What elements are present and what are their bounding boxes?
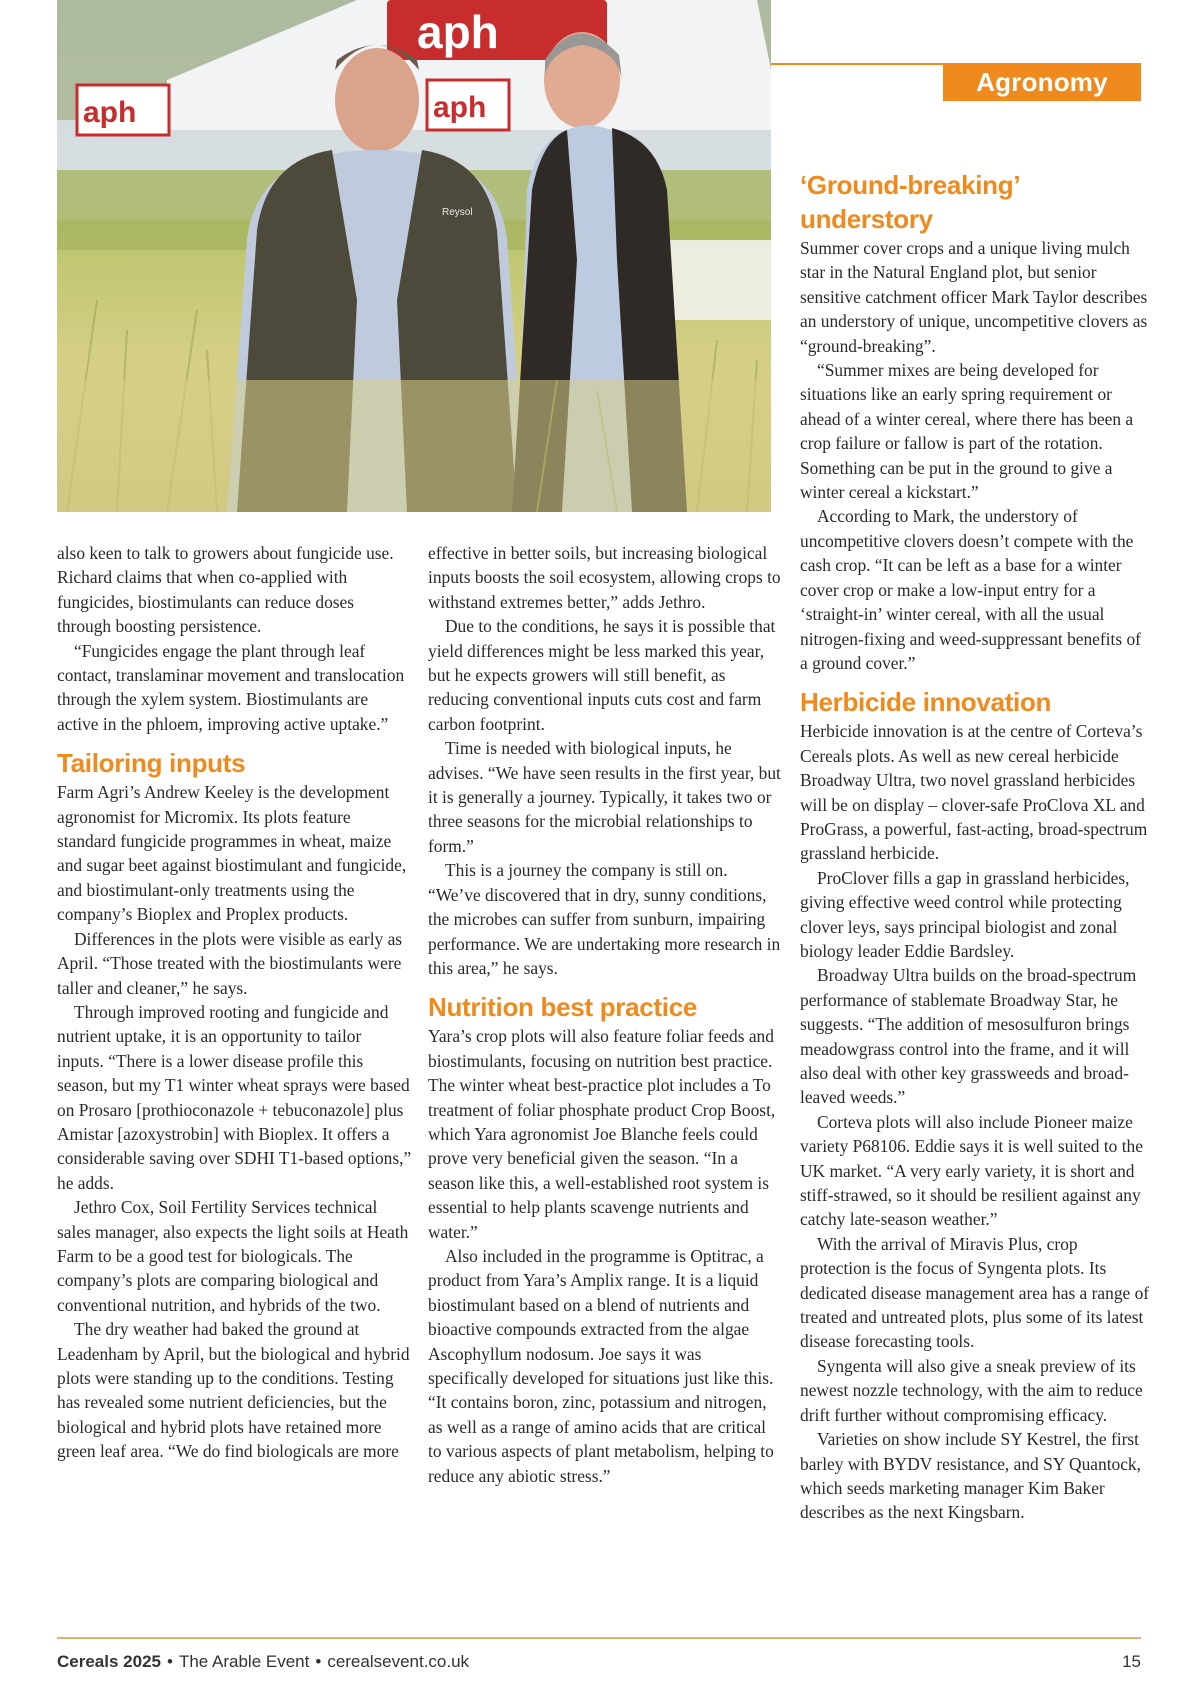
subheading-understory: ‘Ground-breaking’ understory xyxy=(800,170,1019,234)
section-tag: Agronomy Zone xyxy=(943,63,1141,101)
paragraph: Farm Agri’s Andrew Keeley is the development agronomist for Micromix. Its plots feature standard fungicide programmes in wheat, maize and sugar beet against biostimulant and fungicide, and biostimulant-only treatments using the company’s Bioplex and Proplex products. xyxy=(57,782,407,925)
paragraph: Broadway Ultra builds on the broad-spectrum performance of stablemate Broadway Star, he suggests. “The addition of mesosulfuron brings meadowgrass control into the frame, and it will also deal with other key grassweeds and broad-leaved weeds.” xyxy=(800,965,1137,1108)
paragraph: With the arrival of Miravis Plus, crop protection is the focus of Syngenta plots. Its dedicated disease management area has a range of treated and untreated plots, plus some of its latest disease forecasting tools. xyxy=(800,1233,1150,1352)
footer-rule xyxy=(57,1637,1141,1639)
footer-separator: • xyxy=(166,1652,173,1671)
paragraph: According to Mark, the understory of uncompetitive clovers doesn’t compete with the cash crop. “It can be left as a base for a winter cover crop or make a low-input entry for a ‘straight-in’ winter cereal, with all the usual nitrogen-fixing and weed-suppressant benefits of a ground cover.” xyxy=(800,506,1141,673)
header-photo xyxy=(57,0,771,512)
paragraph: Herbicide innovation is at the centre of Corteva’s Cereals plots. As well as new cereal herbicide Broadway Ultra, two novel grassland herbicides will be on display – clover-safe ProClova XL and ProGrass, a powerful, fast-acting, broad-spectrum grassland herbicide. xyxy=(800,721,1148,864)
paragraph: The dry weather had baked the ground at Leadenham by April, but the biological and hybrid plots were standing up to the conditions. Testing has revealed some nutrient deficiencies, but the biological and hybrid plots have retained more green leaf area. “We do find biologicals are more xyxy=(57,1319,410,1462)
footer-website[interactable]: cerealsevent.co.uk xyxy=(327,1652,470,1671)
field-photo-icon xyxy=(57,0,771,512)
sign-text-right: aph xyxy=(433,91,487,124)
paragraph: “Fungicides engage the plant through leaf contact, translaminar movement and translocation through the xylem system. Biostimulants are active in the phloem, improving active uptake.” xyxy=(57,640,405,734)
subheading-nutrition: Nutrition best practice xyxy=(428,992,698,1023)
article-column-1 xyxy=(57,541,412,1464)
vest-logo: Reysol xyxy=(442,207,473,218)
paragraph: Differences in the plots were visible as early as April. “Those treated with the biostimulants were taller and cleaner,” he says. xyxy=(57,928,403,998)
paragraph: Due to the conditions, he says it is possible that yield differences might be less marked this year, but he expects growers will still benefit, as reducing conventional inputs cuts cost and farm carbon footprint. xyxy=(428,616,776,734)
page-footer xyxy=(57,1650,1141,1674)
paragraph: Through improved rooting and fungicide and nutrient uptake, it is an opportunity to tailor inputs. “There is a lower disease profile this season, but my T1 winter wheat sprays were based on Prosaro [prothioconazole + tebuconazole] plus Amistar [azoxystrobin] with Bioplex. It offers a considerable saving over SDHI T1-based options,” he adds. xyxy=(57,1001,412,1193)
paragraph: Also included in the programme is Optitrac, a product from Yara’s Amplix range. It is a liquid biostimulant based on a blend of nutrients and bioactive compounds extracted from the algae Ascophyllum nodosum. Joe says it was specifically developed for situations just like this. “It contains boron, zinc, potassium and nitrogen, as well as a range of amino acids that are critical to various aspects of plant metabolism, helping to reduce any abiotic stress.” xyxy=(428,1245,774,1486)
footer-separator: • xyxy=(315,1652,322,1671)
article-column-2 xyxy=(428,541,783,1488)
paragraph: “Summer mixes are being developed for situations like an early spring requirement or ahead of a winter cereal, where there has been a crop failure or fallow is part of the rotation. Something can be put in the ground to give a winter cereal a kickstart.” xyxy=(800,360,1134,503)
paragraph: Syngenta will also give a sneak preview of its newest nozzle technology, with the aim to reduce drift further without compromising efficacy. xyxy=(800,1355,1143,1425)
banner-text: aph xyxy=(417,6,499,58)
paragraph: Summer cover crops and a unique living mulch star in the Natural England plot, but senior sensitive catchment officer Mark Taylor describes an understory of unique, uncompetitive clovers as “ground-breaking”. xyxy=(800,238,1148,356)
footer-event: The Arable Event xyxy=(178,1652,310,1671)
paragraph: Corteva plots will also include Pioneer maize variety P68106. Eddie says it is well suited to the UK market. “A very early variety, it is short and stiff-strawed, so it should be resilient against any catchy late-season weather.” xyxy=(800,1111,1143,1230)
paragraph: This is a journey the company is still on. “We’ve discovered that in dry, sunny conditions, the microbes can suffer from sunburn, impairing performance. We are undertaking more research in this area,” he says. xyxy=(428,860,781,978)
article-column-3 xyxy=(800,168,1150,1525)
paragraph: ProClover fills a gap in grassland herbicides, giving effective weed control while protecting clover leys, says principal biologist and zonal biology leader Eddie Bardsley. xyxy=(800,867,1130,961)
subheading-tailoring-inputs: Tailoring inputs xyxy=(57,748,246,779)
sign-text-left: aph xyxy=(83,96,137,129)
paragraph: Varieties on show include SY Kestrel, the first barley with BYDV resistance, and SY Quantock, which seeds marketing manager Kim Baker describes as the next Kingsbarn. xyxy=(800,1429,1141,1523)
footer-brand: Cereals 2025 xyxy=(57,1652,161,1671)
subheading-herbicide: Herbicide innovation xyxy=(800,687,1052,718)
paragraph: also keen to talk to growers about fungicide use. Richard claims that when co-applied with fungicides, biostimulants can reduce doses through boosting persistence. xyxy=(57,543,394,637)
paragraph: Yara’s crop plots will also feature foliar feeds and biostimulants, focusing on nutrition best practice. The winter wheat best-practice plot includes a To treatment of foliar phosphate product Crop Boost, which Yara agronomist Joe Blanche feels could prove very beneficial given the season. “In a season like this, a well-established root system is essential to help plants scavenge nutrients and water.” xyxy=(428,1026,776,1242)
paragraph: Time is needed with biological inputs, he advises. “We have seen results in the first year, but it is generally a journey. Typically, it takes two or three seasons for the microbial relationships to form.” xyxy=(428,738,781,856)
paragraph: Jethro Cox, Soil Fertility Services technical sales manager, also expects the light soils at Heath Farm to be a good test for biologicals. The company’s plots are comparing biological and conventional nutrition, and hybrids of the two. xyxy=(57,1197,409,1315)
page-number: 15 xyxy=(1122,1652,1141,1671)
paragraph: effective in better soils, but increasing biological inputs boosts the soil ecosystem, allowing crops to withstand extremes better,” adds Jethro. xyxy=(428,543,781,612)
